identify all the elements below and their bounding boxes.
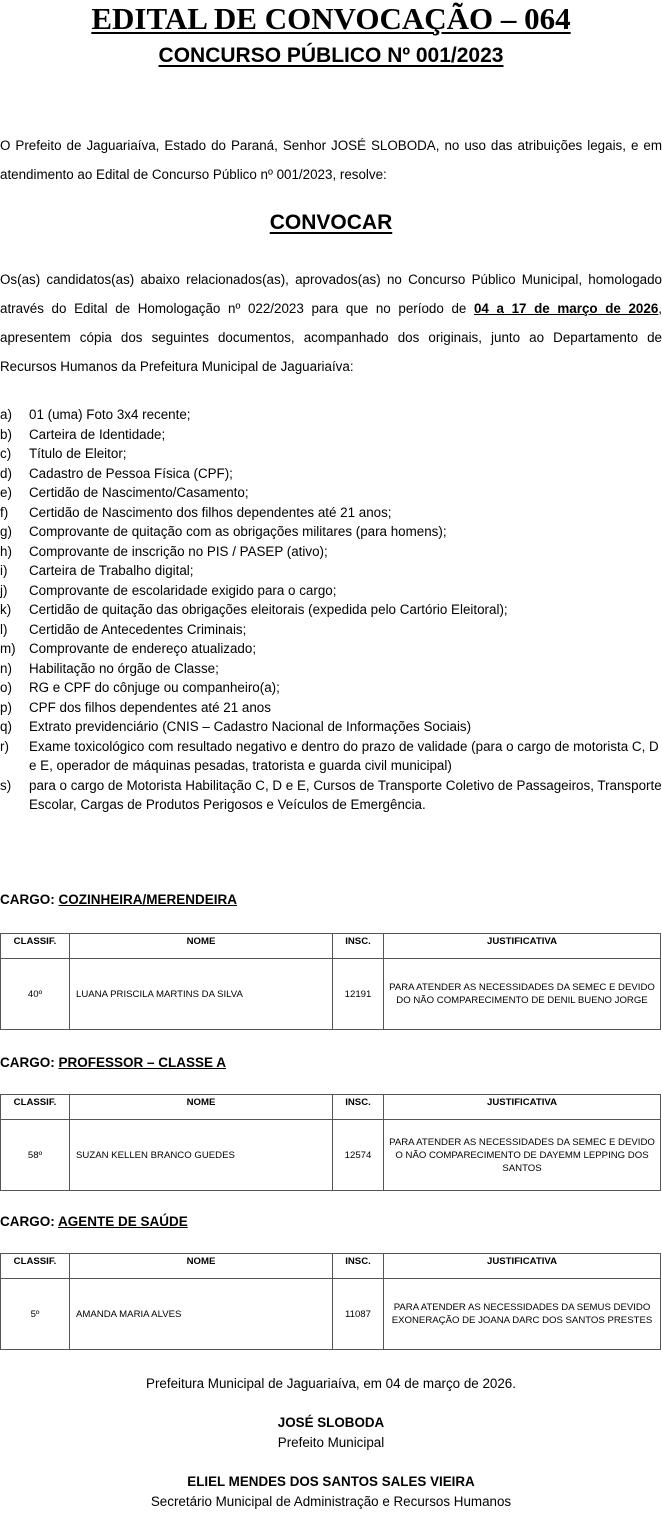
item-label: p) <box>0 699 12 715</box>
header-nome: NOME <box>70 1095 333 1120</box>
table-header-row <box>1 1095 661 1120</box>
item-text: Carteira de Trabalho digital; <box>29 563 194 578</box>
document-item <box>0 776 662 815</box>
item-label: a) <box>0 407 12 422</box>
table-header-row <box>1 1254 661 1279</box>
cargo-name: PROFESSOR – CLASSE A <box>58 1055 227 1070</box>
candidates-table <box>0 1253 661 1350</box>
cell-justificativa: PARA ATENDER AS NECESSIDADES DA SEMEC E DEVIDO O NÃO COMPARECIMENTO DE DAYEMM LEPPING DOS SANTOS <box>384 1120 661 1191</box>
cargo-prefix: CARGO: <box>0 1055 59 1070</box>
document-item <box>0 483 662 503</box>
table-row <box>1 1120 661 1191</box>
cargo-heading <box>0 1054 662 1072</box>
item-text: Carteira de Identidade; <box>29 426 166 442</box>
item-text: CPF dos filhos dependentes até 21 anos <box>29 699 271 715</box>
item-text: 01 (uma) Foto 3x4 recente; <box>29 407 191 422</box>
cell-nome: AMANDA MARIA ALVES <box>70 1279 333 1350</box>
candidates-table <box>0 1094 661 1191</box>
signer1-name: JOSÉ SLOBODA <box>277 1415 385 1430</box>
document-item <box>0 698 662 718</box>
cargo-prefix: CARGO: <box>0 1214 58 1229</box>
document-subtitle <box>0 42 662 70</box>
item-text: Certidão de Nascimento/Casamento; <box>29 485 249 500</box>
convocar-heading <box>0 208 662 238</box>
header-justificativa: JUSTIFICATIVA <box>384 1254 661 1279</box>
table-header-row <box>1 934 661 959</box>
paragraph-text-after: , apresentem cópia dos seguintes documentos, acompanhado dos originais, junto ao Departamento de Recursos Humanos da Prefeitura Municipal de Jaguariaíva: <box>0 301 662 374</box>
candidates-table <box>0 933 661 1030</box>
intro-paragraph: O Prefeito de Jaguariaíva, Estado do Paraná, Senhor JOSÉ SLOBODA, no uso das atribuições legais, e em atendimento ao Edital de Concurso Público nº 001/2023, resolve: <box>0 138 662 182</box>
item-label: q) <box>0 719 12 734</box>
item-label: n) <box>0 660 12 676</box>
document-item <box>0 639 662 659</box>
cargo-heading <box>0 891 662 909</box>
item-label: b) <box>0 426 12 442</box>
document-item <box>0 542 662 562</box>
item-text: Certidão de Nascimento dos filhos dependentes até 21 anos; <box>29 504 392 520</box>
item-label: r) <box>0 738 9 754</box>
signer2-name: ELIEL MENDES DOS SANTOS SALES VIEIRA <box>187 1474 475 1489</box>
document-item <box>0 581 662 601</box>
item-text: Título de Eleitor; <box>29 446 127 461</box>
cell-justificativa: PARA ATENDER AS NECESSIDADES DA SEMUS DEVIDO EXONERAÇÃO DE JOANA DARC DOS SANTOS PRESTES <box>384 1279 661 1350</box>
cell-insc: 11087 <box>333 1279 384 1350</box>
convocar-text: CONVOCAR <box>269 211 393 234</box>
cell-insc: 12191 <box>333 959 384 1030</box>
document-item <box>0 425 662 445</box>
table-row <box>1 1279 661 1350</box>
cell-classif: 5º <box>1 1279 70 1350</box>
header-nome: NOME <box>70 934 333 959</box>
item-label: l) <box>0 621 8 637</box>
cargo-name: COZINHEIRA/MERENDEIRA <box>58 892 238 907</box>
table-row <box>1 959 661 1030</box>
document-item <box>0 503 662 523</box>
cell-insc: 12574 <box>333 1120 384 1191</box>
header-justificativa: JUSTIFICATIVA <box>384 934 661 959</box>
header-insc: INSC. <box>333 1095 384 1120</box>
document-title <box>0 0 662 38</box>
item-text: Comprovante de endereço atualizado; <box>29 641 257 656</box>
place-date: Prefeitura Municipal de Jaguariaíva, em 04 de março de 2026. <box>146 1376 516 1391</box>
item-label: i) <box>0 563 8 578</box>
document-item <box>0 561 662 581</box>
item-text: RG e CPF do cônjuge ou companheiro(a); <box>29 680 280 695</box>
document-item <box>0 464 662 484</box>
item-text: Habilitação no órgão de Classe; <box>29 660 219 676</box>
cell-nome: LUANA PRISCILA MARTINS DA SILVA <box>70 959 333 1030</box>
item-label: c) <box>0 446 12 461</box>
paragraph-text-before: Os(as) candidatos(as) abaixo relacionados(as), aprovados(as) no Concurso Público Municipal, homologado através do Edital de Homologação nº 022/2023 para que no período de <box>0 272 662 316</box>
cell-classif: 58º <box>1 1120 70 1191</box>
header-insc: INSC. <box>333 1254 384 1279</box>
cell-nome: SUZAN KELLEN BRANCO GUEDES <box>70 1120 333 1191</box>
document-item <box>0 405 662 425</box>
item-text: para o cargo de Motorista Habilitação C, D e E, Cursos de Transporte Coletivo de Passageiros, Transporte Escolar, Cargas de Produtos Perigosos e Veículos de Emergência. <box>29 777 662 812</box>
documents-list <box>0 405 662 815</box>
item-text: Exame toxicológico com resultado negativo e dentro do prazo de validade (para o cargo de motorista C, D e E, operador de máquinas pesadas, tratorista e guarda civil municipal) <box>29 738 659 773</box>
header-justificativa: JUSTIFICATIVA <box>384 1095 661 1120</box>
header-insc: INSC. <box>333 934 384 959</box>
title-text: EDITAL DE CONVOCAÇÃO – 064 <box>91 1 571 36</box>
item-text: Comprovante de inscrição no PIS / PASEP (ativo); <box>29 543 328 559</box>
item-label: o) <box>0 680 12 695</box>
document-item <box>0 522 662 542</box>
cargo-name: AGENTE DE SAÚDE <box>58 1214 188 1229</box>
header-classif: CLASSIF. <box>1 934 70 959</box>
main-paragraph <box>0 265 662 381</box>
document-item <box>0 737 662 776</box>
item-label: j) <box>0 582 8 598</box>
signer2-role: Secretário Municipal de Administração e Recursos Humanos <box>150 1494 512 1509</box>
signer1-role: Prefeito Municipal <box>277 1435 385 1450</box>
document-item <box>0 717 662 737</box>
header-classif: CLASSIF. <box>1 1254 70 1279</box>
item-text: Comprovante de quitação com as obrigações militares (para homens); <box>29 524 447 539</box>
document-item <box>0 659 662 679</box>
period-highlight: 04 a 17 de março de 2026 <box>473 301 659 316</box>
item-label: e) <box>0 485 12 500</box>
item-text: Certidão de quitação das obrigações eleitorais (expedida pelo Cartório Eleitoral); <box>29 602 508 617</box>
item-text: Certidão de Antecedentes Criminais; <box>29 621 247 637</box>
item-label: g) <box>0 524 12 539</box>
item-text: Extrato previdenciário (CNIS – Cadastro Nacional de Informações Sociais) <box>29 719 472 734</box>
document-item <box>0 678 662 698</box>
cell-justificativa: PARA ATENDER AS NECESSIDADES DA SEMEC E DEVIDO DO NÃO COMPARECIMENTO DE DENIL BUENO JORGE <box>384 959 661 1030</box>
item-label: k) <box>0 602 12 617</box>
subtitle-text: CONCURSO PÚBLICO Nº 001/2023 <box>158 44 504 67</box>
cargo-prefix: CARGO: <box>0 892 59 907</box>
header-classif: CLASSIF. <box>1 1095 70 1120</box>
item-text: Comprovante de escolaridade exigido para o cargo; <box>29 582 337 598</box>
cell-classif: 40º <box>1 959 70 1030</box>
document-item <box>0 600 662 620</box>
header-nome: NOME <box>70 1254 333 1279</box>
document-item <box>0 444 662 464</box>
item-label: m) <box>0 641 16 656</box>
item-label: h) <box>0 543 12 559</box>
cargo-heading <box>0 1213 662 1231</box>
document-item <box>0 620 662 640</box>
item-label: f) <box>0 504 9 520</box>
item-text: Cadastro de Pessoa Física (CPF); <box>29 465 233 481</box>
item-label: d) <box>0 465 12 481</box>
item-label: s) <box>0 777 12 793</box>
